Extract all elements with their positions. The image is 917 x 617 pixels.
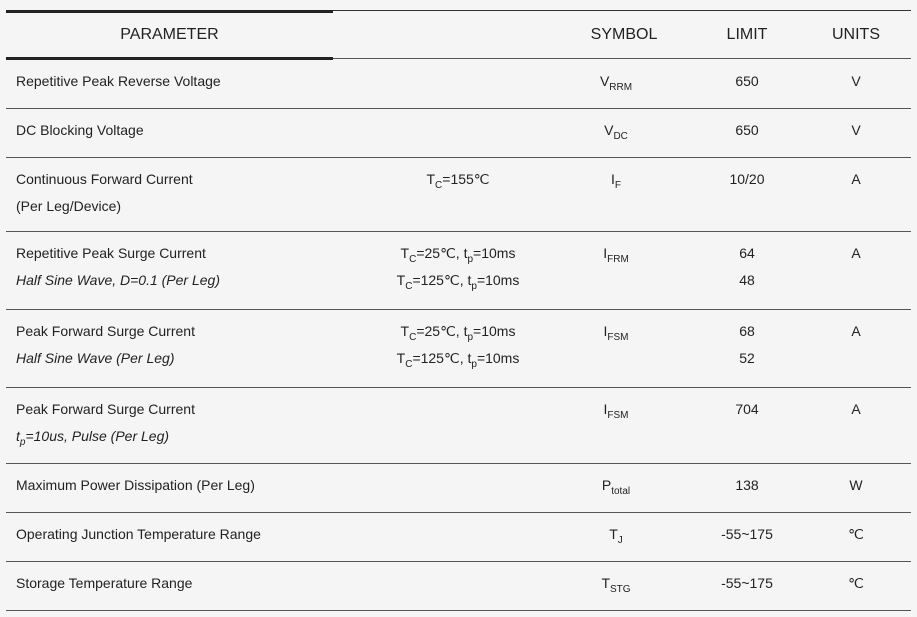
symbol-line <box>566 396 666 423</box>
limit-value: 64 <box>739 245 755 261</box>
symbol-subscript: FSM <box>607 332 629 343</box>
table-row <box>6 388 911 464</box>
parameter-text: Continuous Forward Current <box>16 171 193 187</box>
parameter-line <box>16 166 193 193</box>
parameter-line <box>16 345 195 372</box>
parameter-text: Half Sine Wave (Per Leg) <box>16 350 175 366</box>
units-cell: A <box>851 245 861 261</box>
symbol-main: I <box>611 171 615 187</box>
parameter-cell <box>16 396 195 450</box>
condition-subscript: C <box>405 281 413 292</box>
symbol-main: V <box>604 122 614 138</box>
limit-cell <box>697 318 797 372</box>
units-cell: A <box>851 323 861 339</box>
symbol-cell <box>566 68 666 95</box>
condition-subscript: C <box>405 359 413 370</box>
parameter-cell <box>16 521 261 548</box>
symbol-subscript: total <box>611 486 631 497</box>
condition-cell <box>333 166 583 193</box>
parameter-text: Storage Temperature Range <box>16 575 193 591</box>
condition-subscript: p <box>471 359 477 370</box>
condition-symbol: T <box>400 245 410 261</box>
condition-text: =125℃, t <box>412 272 472 288</box>
limit-value: 650 <box>735 122 759 138</box>
table-row <box>6 562 911 611</box>
limit-cell <box>697 396 797 423</box>
condition-subscript: p <box>467 254 474 265</box>
table-row <box>6 158 911 232</box>
condition-cell <box>333 240 583 294</box>
parameter-symbol: t <box>16 428 20 444</box>
condition-text: =10ms <box>476 272 520 288</box>
units-cell: W <box>849 477 863 493</box>
condition-symbol: T <box>396 272 406 288</box>
parameter-line <box>16 396 195 423</box>
parameter-line <box>16 318 195 345</box>
condition-text: =10ms <box>473 323 516 339</box>
limit-value: 52 <box>739 350 755 366</box>
header-bottom-rule <box>333 58 911 59</box>
parameter-subscript: p <box>19 437 26 448</box>
parameter-cell <box>16 570 192 597</box>
condition-text: =10ms <box>473 245 516 261</box>
condition-line <box>333 267 583 294</box>
limit-value: 138 <box>735 477 759 493</box>
symbol-cell <box>566 521 666 548</box>
parameter-text: Peak Forward Surge Current <box>16 401 195 417</box>
symbol-subscript: FSM <box>607 410 629 421</box>
condition-text: =10ms <box>476 350 520 366</box>
condition-line <box>333 166 583 193</box>
symbol-line <box>566 570 666 597</box>
condition-text: =155℃ <box>442 171 490 187</box>
limit-cell <box>697 240 797 294</box>
table-row <box>6 310 911 388</box>
parameter-text: Half Sine Wave, D=0.1 (Per Leg) <box>16 272 221 288</box>
limit-value: -55~175 <box>721 575 773 591</box>
condition-symbol: T <box>426 171 436 187</box>
symbol-main: T <box>609 526 618 542</box>
units-cell: A <box>851 171 861 187</box>
parameter-line <box>16 521 261 548</box>
symbol-main: I <box>603 245 608 261</box>
parameter-text: Operating Junction Temperature Range <box>16 526 261 542</box>
limit-cell <box>697 570 797 597</box>
parameter-text: (Per Leg/Device) <box>16 198 122 214</box>
symbol-main: V <box>599 73 610 89</box>
symbol-subscript: DC <box>613 131 628 142</box>
header-limit: LIMIT <box>726 26 768 43</box>
parameter-cell <box>16 240 220 294</box>
limit-cell <box>697 68 797 95</box>
limit-value: 10/20 <box>729 171 765 187</box>
parameter-line <box>16 240 220 267</box>
condition-line <box>333 240 583 267</box>
parameter-line <box>16 570 192 597</box>
symbol-cell <box>566 166 666 193</box>
condition-subscript: C <box>409 332 417 343</box>
symbol-main: I <box>603 401 608 417</box>
table-row <box>6 60 911 109</box>
limit-value: 704 <box>735 401 759 417</box>
condition-text: =125℃, t <box>412 350 472 366</box>
condition-subscript: C <box>435 180 443 191</box>
limit-cell <box>697 166 797 193</box>
table-row <box>6 109 911 158</box>
limit-cell <box>697 117 797 144</box>
units-cell: ℃ <box>848 575 864 591</box>
symbol-main: I <box>603 323 608 339</box>
symbol-line <box>566 68 666 95</box>
symbol-line <box>566 472 666 499</box>
condition-cell <box>333 318 583 372</box>
limit-cell <box>697 472 797 499</box>
symbol-subscript: F <box>614 180 621 191</box>
limit-cell <box>697 521 797 548</box>
limit-value: 68 <box>739 323 755 339</box>
table-row <box>6 464 911 513</box>
symbol-cell <box>566 396 666 423</box>
parameter-cell <box>16 318 195 372</box>
limit-value: 650 <box>735 73 759 89</box>
symbol-cell <box>566 117 666 144</box>
condition-line <box>333 318 583 345</box>
condition-text: =25℃, t <box>416 323 468 339</box>
parameter-text: Peak Forward Surge Current <box>16 323 195 339</box>
parameter-cell <box>16 472 255 499</box>
header-symbol: SYMBOL <box>590 26 658 43</box>
parameter-text: DC Blocking Voltage <box>16 122 144 138</box>
symbol-line <box>566 318 666 345</box>
symbol-main: T <box>601 575 610 591</box>
symbol-line <box>566 521 666 548</box>
units-cell: ℃ <box>848 526 864 542</box>
parameter-text: Repetitive Peak Reverse Voltage <box>16 73 221 89</box>
symbol-cell <box>566 240 666 267</box>
parameter-line <box>16 117 144 144</box>
units-cell: V <box>851 73 861 89</box>
limit-value: 48 <box>739 272 755 288</box>
parameter-line <box>16 193 193 220</box>
symbol-line <box>566 117 666 144</box>
header-parameter: PARAMETER <box>120 26 219 43</box>
parameter-cell <box>16 117 144 144</box>
parameter-cell <box>16 68 221 95</box>
condition-line <box>333 345 583 372</box>
condition-symbol: T <box>400 323 410 339</box>
parameter-text: =10us, Pulse (Per Leg) <box>25 428 170 444</box>
symbol-subscript: RRM <box>609 82 633 93</box>
parameter-line <box>16 423 195 450</box>
parameter-text: Maximum Power Dissipation (Per Leg) <box>16 477 255 493</box>
symbol-main: P <box>601 477 612 493</box>
symbol-cell <box>566 570 666 597</box>
table-header <box>6 13 911 59</box>
table-row <box>6 513 911 562</box>
parameter-line <box>16 472 255 499</box>
table-row <box>6 232 911 310</box>
condition-symbol: T <box>396 350 406 366</box>
parameter-text: Repetitive Peak Surge Current <box>16 245 206 261</box>
condition-subscript: p <box>471 281 477 292</box>
condition-text: =25℃, t <box>416 245 468 261</box>
parameter-line <box>16 68 221 95</box>
units-cell: V <box>851 122 861 138</box>
symbol-cell <box>566 472 666 499</box>
condition-subscript: p <box>467 332 474 343</box>
symbol-subscript: FRM <box>607 254 629 265</box>
symbol-line <box>566 166 666 193</box>
limit-value: -55~175 <box>721 526 773 542</box>
symbol-subscript: STG <box>610 584 631 595</box>
parameter-cell <box>16 166 193 220</box>
parameter-line <box>16 267 220 294</box>
condition-subscript: C <box>409 254 417 265</box>
symbol-cell <box>566 318 666 345</box>
units-cell: A <box>851 401 861 417</box>
symbol-subscript: J <box>617 535 623 546</box>
header-units: UNITS <box>832 26 880 43</box>
symbol-line <box>566 240 666 267</box>
